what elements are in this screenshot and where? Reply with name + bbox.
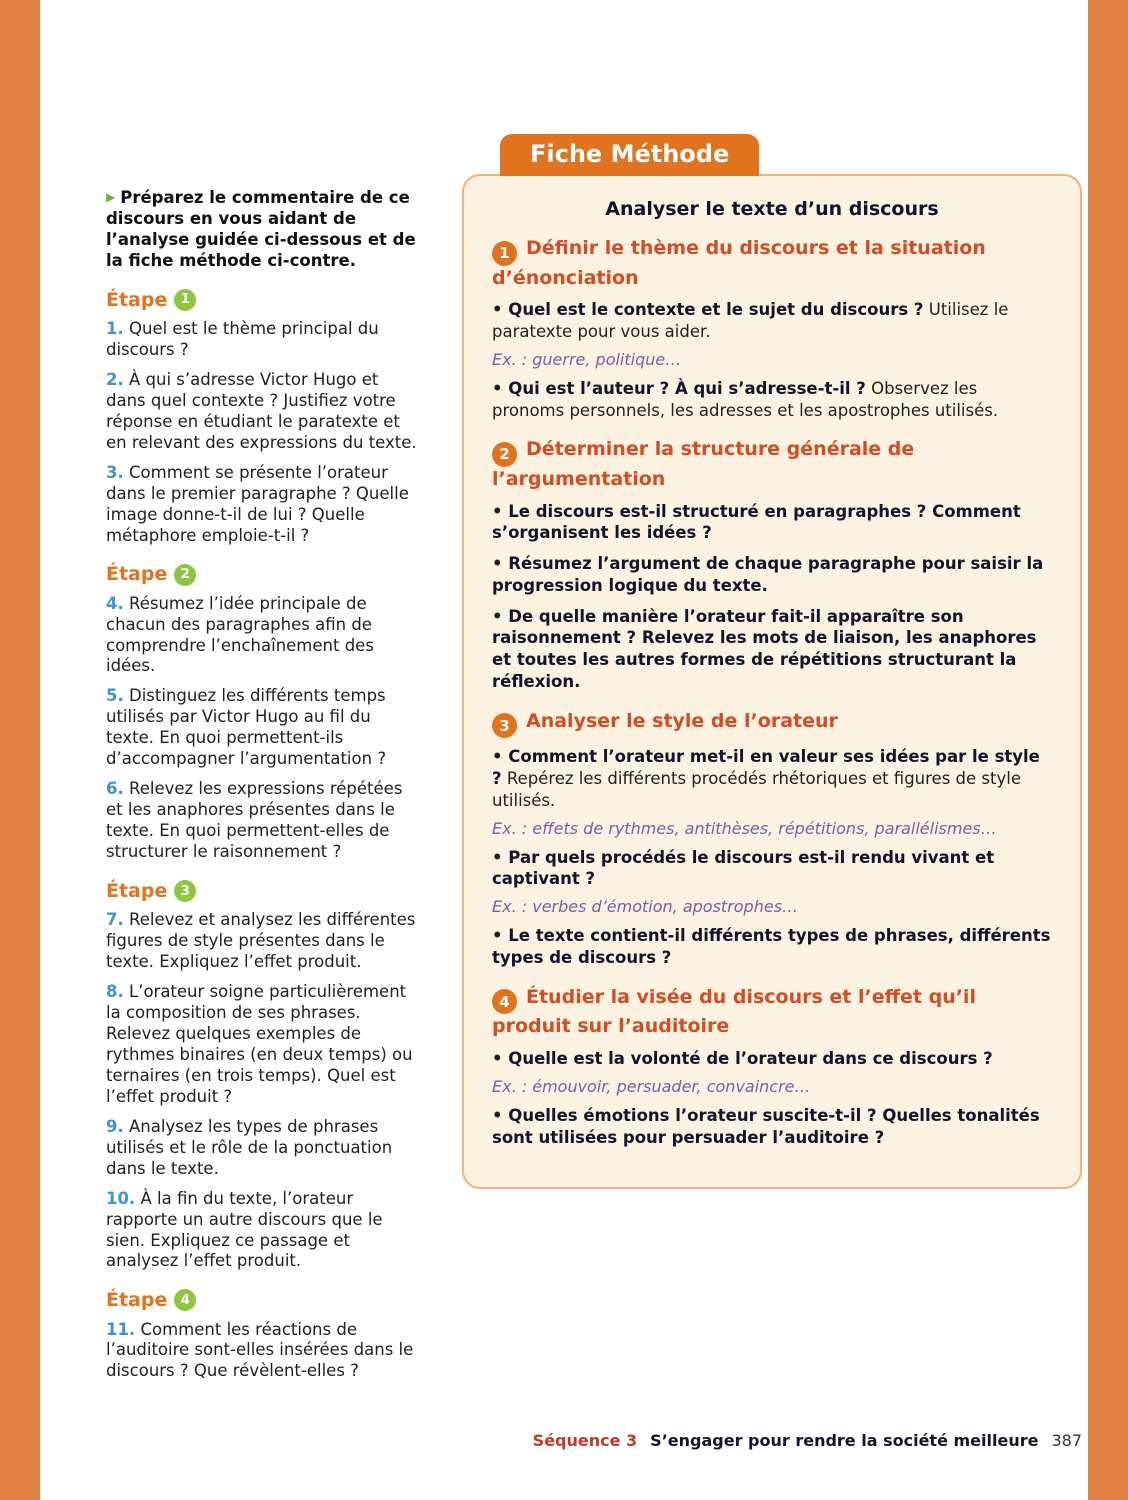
question-number: 4.: [106, 593, 124, 613]
question-text: Résumez l’idée principale de chacun des paragraphes afin de comprendre l’enchaînement des idées.: [106, 593, 374, 676]
method-bullet: [492, 746, 1052, 811]
step-label: Étape: [106, 880, 168, 903]
question-text: L’orateur soigne particulièrement la composition de ses phrases. Relevez quelques exemples de rythmes binaires (en deux temps) ou ternaires (en trois temps). Quel est l’effet produit ?: [106, 982, 413, 1106]
method-card: [462, 174, 1082, 1189]
question-number: 11.: [106, 1319, 136, 1339]
question-text: Analysez les types de phrases utilisés et le rôle de la ponctuation dans le texte.: [106, 1116, 393, 1178]
bullet-rest-text: Observez les pronoms personnels, les adresses et les apostrophes utilisés.: [492, 378, 999, 420]
question-text: Comment les réactions de l’auditoire sont-elles insérées dans le discours ? Que révèlent-elles ?: [106, 1319, 414, 1381]
fiche-methode-tab: Fiche Méthode: [500, 134, 759, 176]
question-text: Comment se présente l’orateur dans le premier paragraphe ? Quelle image donne-t-il de lui ? Quelle métaphore emploie-t-il ?: [106, 462, 409, 545]
method-section-4: [492, 985, 1052, 1149]
step-header-1: [106, 288, 420, 312]
bullet-bold-text: De quelle manière l’orateur fait-il apparaître son raisonnement ? Relevez les mots de liaison, les anaphores et toutes les autres formes de répétitions structurant la réflexion.: [492, 606, 1037, 691]
step-label: Étape: [106, 288, 168, 311]
section-heading-text: Définir le thème du discours et la situation d’énonciation: [492, 237, 986, 289]
example-text: Ex. : effets de rythmes, antithèses, répétitions, parallélismes…: [492, 818, 997, 838]
bullet-bold-text: Comment l’orateur met-il en valeur ses idées par le style ?: [492, 747, 1040, 789]
step-number-badge: 4: [174, 1289, 196, 1311]
bullet-bold-text: Par quels procédés le discours est-il rendu vivant et captivant ?: [492, 847, 995, 889]
step-label: Étape: [106, 1289, 168, 1312]
method-bullet: [492, 925, 1052, 969]
method-section-1: [492, 236, 1052, 421]
step-header-3: [106, 879, 420, 903]
method-bullet: [492, 1105, 1052, 1149]
section-heading-text: Analyser le style de l’orateur: [526, 709, 838, 732]
question-text: À la fin du texte, l’orateur rapporte un autre discours que le sien. Expliquez ce passage et analysez l’effet produit.: [106, 1188, 383, 1271]
question-9: [106, 1117, 420, 1180]
question-number: 2.: [106, 369, 124, 389]
step-number-badge: 2: [174, 564, 196, 586]
question-text: Relevez les expressions répétées et les anaphores présentes dans le texte. En quoi permettent-elles de structurer le raisonnement ?: [106, 779, 403, 862]
bullet-rest-text: Utilisez le paratexte pour vous aider.: [492, 300, 1009, 342]
bullet-bold-text: Le discours est-il structuré en paragraphes ? Comment s’organisent les idées ?: [492, 501, 1021, 543]
section-heading: [492, 437, 1052, 492]
question-1: [106, 319, 420, 361]
method-section-2: [492, 437, 1052, 692]
bullet-bold-text: Quel est le contexte et le sujet du discours ?: [508, 300, 924, 320]
section-heading: [492, 709, 1052, 739]
method-bullet: [492, 1048, 1052, 1070]
question-11: [106, 1320, 420, 1383]
method-bullet: [492, 299, 1052, 343]
section-heading: [492, 236, 1052, 291]
question-number: 1.: [106, 318, 124, 338]
question-number: 8.: [106, 982, 124, 1002]
section-number-badge: 3: [492, 713, 517, 738]
question-number: 9.: [106, 1116, 124, 1136]
method-bullet: [492, 378, 1052, 422]
question-text: Relevez et analysez les différentes figures de style présentes dans le texte. Expliquez l’effet produit.: [106, 910, 416, 972]
triangle-icon: ▶: [106, 190, 116, 204]
section-heading: [492, 985, 1052, 1040]
question-number: 3.: [106, 462, 124, 482]
method-bullet: [492, 606, 1052, 693]
example-text: Ex. : guerre, politique…: [492, 349, 682, 369]
question-6: [106, 779, 420, 863]
method-section-3: [492, 709, 1052, 969]
bullet-bold-text: Quelle est la volonté de l’orateur dans ce discours ?: [508, 1048, 993, 1068]
step-number-badge: 1: [174, 289, 196, 311]
right-edge-bar: [1088, 0, 1128, 1500]
method-sheet-column: [462, 134, 1082, 1189]
question-number: 6.: [106, 779, 124, 799]
example-text: Ex. : verbes d’émotion, apostrophes…: [492, 897, 799, 917]
bullet-bold-text: Résumez l’argument de chaque paragraphe pour saisir la progression logique du texte.: [492, 554, 1044, 595]
method-card-title: Analyser le texte d’un discours: [605, 198, 939, 220]
intro-text-content: Préparez le commentaire de ce discours en vous aidant de l’analyse guidée ci-dessous et de la fiche méthode ci-contre.: [106, 188, 416, 270]
bullet-bold-text: Qui est l’auteur ? À qui s’adresse-t-il ?: [508, 378, 866, 398]
question-8: [106, 982, 420, 1108]
question-number: 7.: [106, 910, 124, 930]
left-edge-bar: [0, 0, 40, 1500]
step-label: Étape: [106, 563, 168, 586]
step-header-4: [106, 1288, 420, 1312]
section-heading-text: Étudier la visée du discours et l’effet qu’il produit sur l’auditoire: [492, 985, 976, 1038]
question-7: [106, 910, 420, 973]
question-4: [106, 594, 420, 678]
method-bullet: [492, 847, 1052, 891]
example-text: Ex. : émouvoir, persuader, convaincre…: [492, 1076, 811, 1096]
question-3: [106, 463, 420, 547]
question-number: 5.: [106, 686, 124, 706]
analysis-guide-column: [106, 188, 420, 1391]
question-5: [106, 686, 420, 770]
question-number: 10.: [106, 1188, 136, 1208]
page-footer: [533, 1431, 1082, 1450]
sequence-label: Séquence 3: [532, 1431, 638, 1450]
question-2: [106, 370, 420, 454]
bullet-bold-text: Le texte contient-il différents types de phrases, différents types de discours ?: [492, 926, 1051, 967]
step-header-2: [106, 562, 420, 586]
method-bullet: [492, 553, 1052, 597]
bullet-bold-text: Quelles émotions l’orateur suscite-t-il ? Quelles tonalités sont utilisées pour persuader l’auditoire ?: [492, 1105, 1040, 1147]
sequence-title: S’engager pour rendre la société meilleure: [650, 1431, 1039, 1450]
step-number-badge: 3: [174, 880, 196, 902]
section-heading-text: Déterminer la structure générale de l’argumentation: [492, 438, 915, 490]
page-number: 387: [1051, 1431, 1082, 1450]
bullet-rest-text: Repérez les différents procédés rhétoriques et figures de style utilisés.: [492, 769, 1021, 810]
section-number-badge: 4: [492, 989, 517, 1014]
question-text: À qui s’adresse Victor Hugo et dans quel contexte ? Justifiez votre réponse en étudiant le paratexte et en relevant des expressions du texte.: [106, 369, 417, 452]
question-10: [106, 1189, 420, 1273]
section-number-badge: 1: [492, 241, 517, 266]
question-text: Distinguez les différents temps utilisés par Victor Hugo au fil du texte. En quoi permettent-ils d’accompagner l’argumentation ?: [106, 686, 387, 769]
question-text: Quel est le thème principal du discours ?: [106, 318, 379, 359]
section-number-badge: 2: [492, 442, 517, 467]
intro-text: [106, 188, 420, 272]
method-bullet: [492, 501, 1052, 545]
